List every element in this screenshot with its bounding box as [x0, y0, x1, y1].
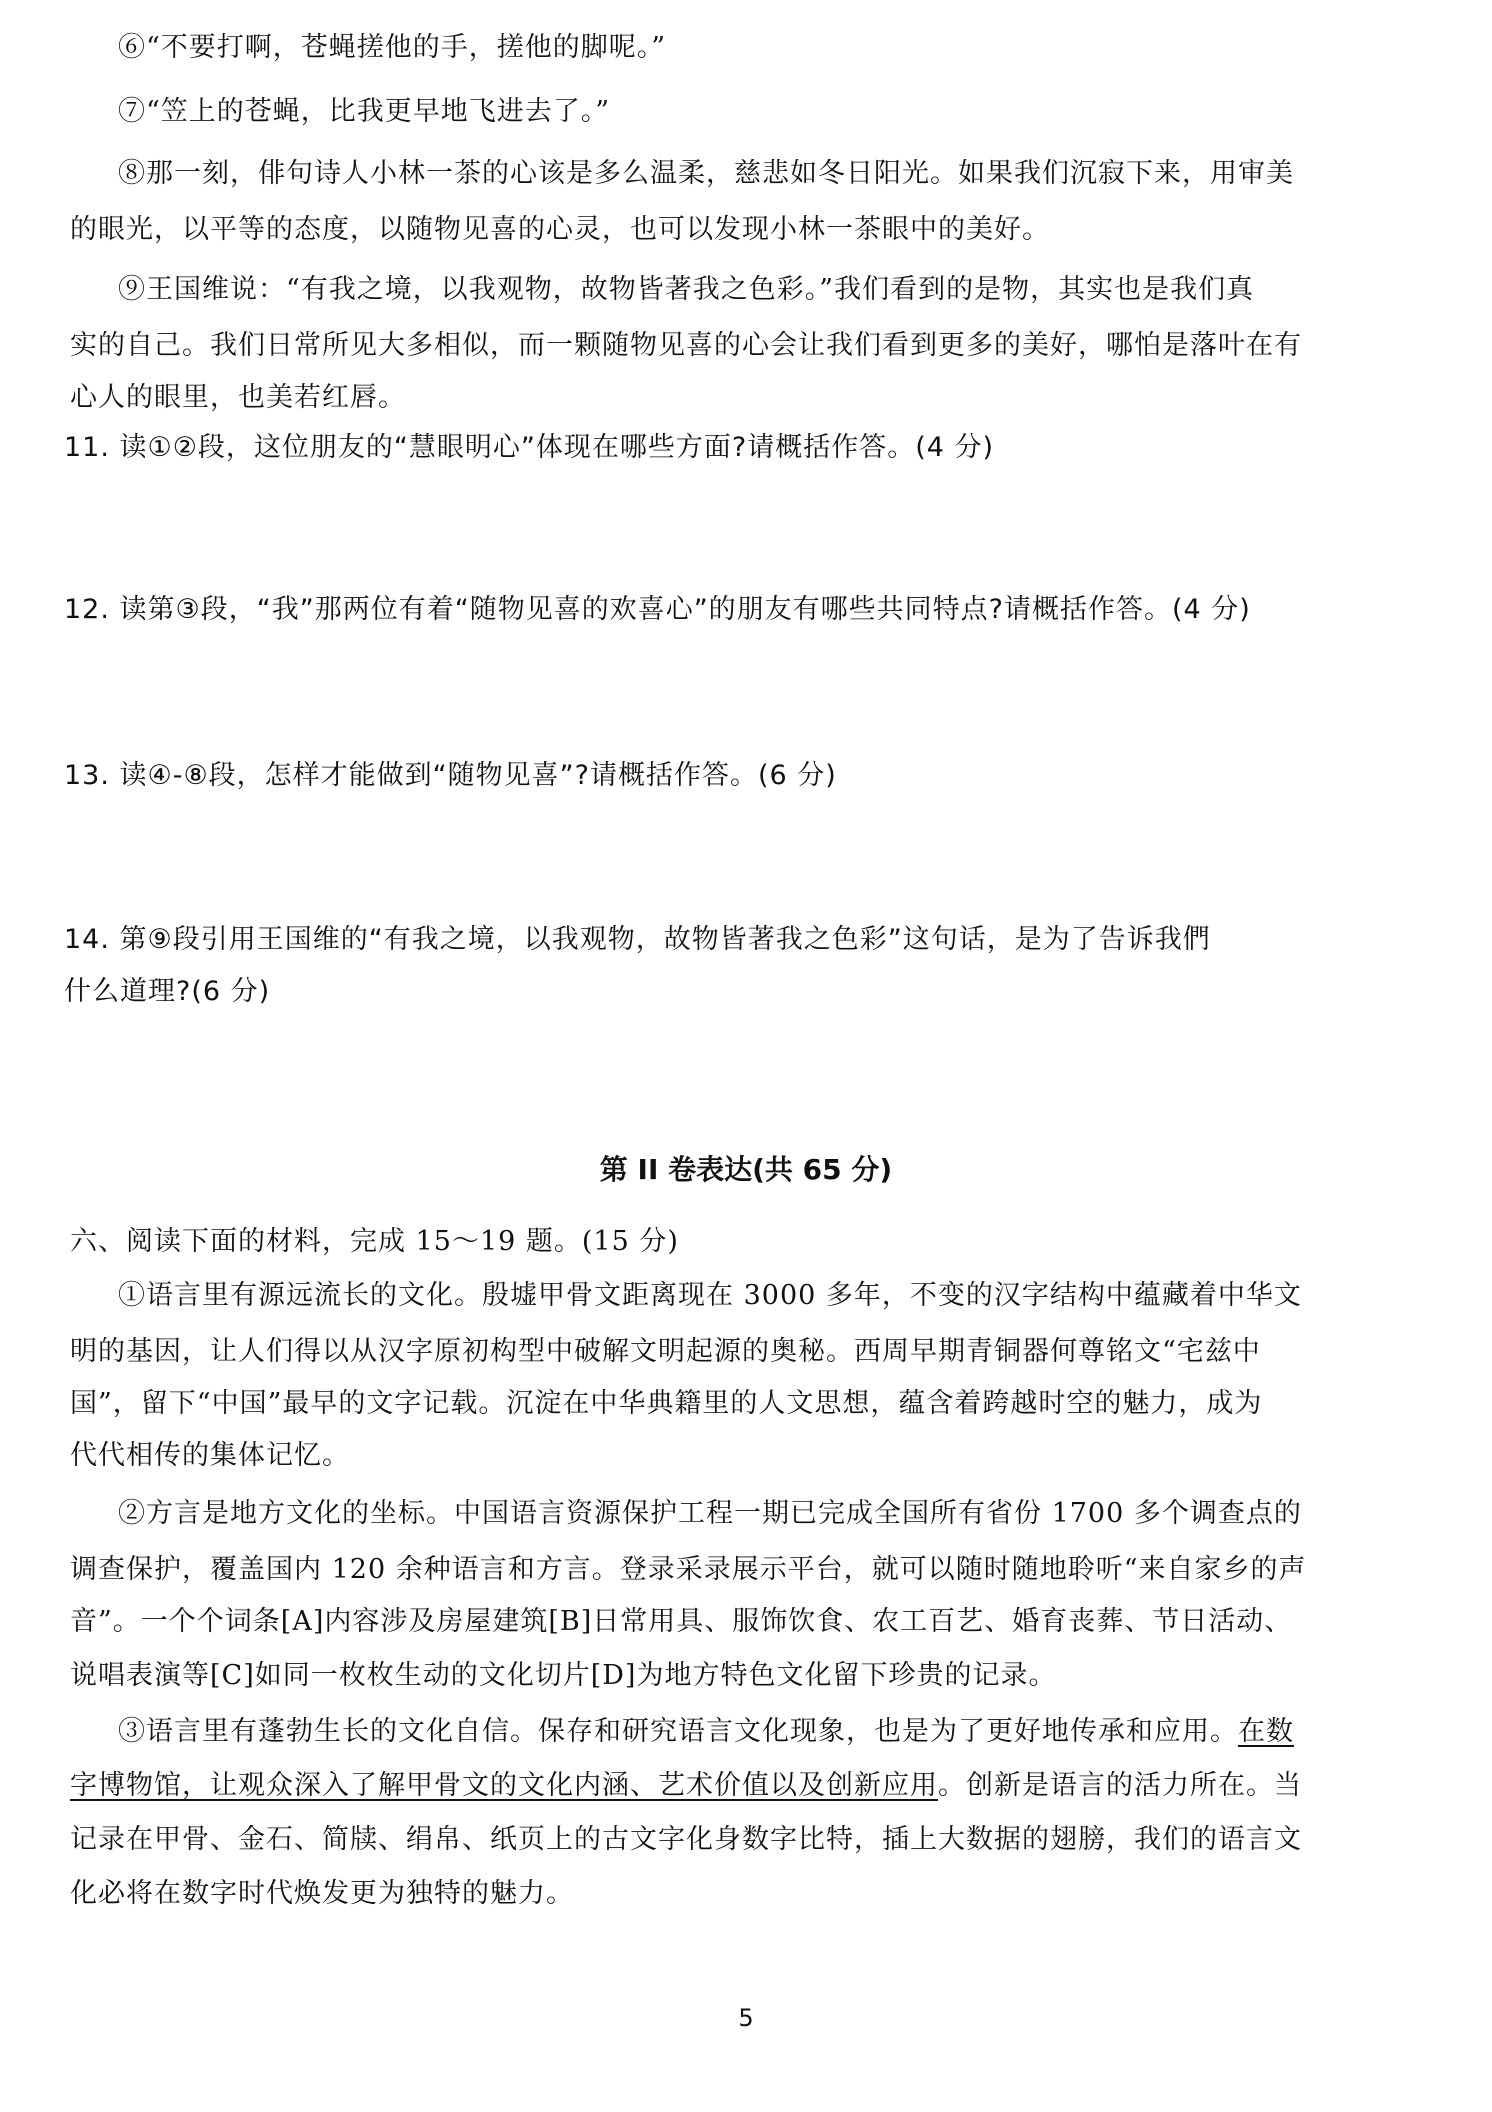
question-13: 13. 读④-⑧段，怎样才能做到“随物见喜”?请概括作答。(6 分)	[64, 760, 837, 791]
paragraph-6: ⑥“不要打啊，苍蝇搓他的手，搓他的脚呢。”	[118, 32, 667, 63]
material-3-text: ③语言里有蓬勃生长的文化自信。保存和研究语言文化现象，也是为了更好地传承和应用。	[118, 1716, 1238, 1747]
question-12: 12. 读第③段，“我”那两位有着“随物见喜的欢喜心”的朋友有哪些共同特点?请概括作答。(4 分)	[64, 594, 1251, 625]
material-3-line-2	[70, 1766, 1400, 1806]
question-11: 11. 读①②段，这位朋友的“慧眼明心”体现在哪些方面?请概括作答。(4 分)	[64, 432, 995, 463]
paragraph-9-line-1: ⑨王国维说：“有我之境，以我观物，故物皆著我之色彩。”我们看到的是物，其实也是我们真	[118, 274, 1255, 305]
material-3-line-3: 记录在甲骨、金石、简牍、绢帛、纸页上的古文字化身数字比特，插上大数据的翅膀，我们的语言文	[70, 1824, 1302, 1855]
section-title: 第 II 卷表达(共 65 分)	[599, 1153, 893, 1186]
material-2-line-1: ②方言是地方文化的坐标。中国语言资源保护工程一期已完成全国所有省份 1700 多个调查点的	[118, 1498, 1302, 1529]
material-1-line-4: 代代相传的集体记忆。	[70, 1440, 350, 1471]
material-1-line-2: 明的基因，让人们得以从汉字原初构型中破解文明起源的奥秘。西周早期青铜器何尊铭文“宅兹中	[70, 1336, 1261, 1367]
material-2-line-2: 调查保护，覆盖国内 120 余种语言和方言。登录采录展示平台，就可以随时随地聆听“来自家乡的声	[70, 1554, 1307, 1585]
paragraph-8-line-2: 的眼光，以平等的态度，以随物见喜的心灵，也可以发现小林一茶眼中的美好。	[70, 214, 1050, 245]
paragraph-7: ⑦“笠上的苍蝇，比我更早地飞进去了。”	[118, 96, 611, 127]
paragraph-9-line-3: 心人的眼里，也美若红唇。	[70, 382, 406, 413]
material-3-line-4: 化必将在数字时代焕发更为独特的魅力。	[70, 1878, 574, 1909]
material-2-line-3: 音”。一个个词条[A]内容涉及房屋建筑[B]日常用具、服饰饮食、农工百艺、婚育丧葬、节日活动、	[70, 1606, 1293, 1637]
page-number: 5	[738, 2004, 754, 2032]
part-6-instruction: 六、阅读下面的材料，完成 15～19 题。(15 分)	[70, 1226, 679, 1257]
material-3-line-1	[118, 1712, 1400, 1752]
material-3-text: 。创新是语言的活力所在。当	[938, 1770, 1302, 1801]
underlined-sentence-end: 字博物馆，让观众深入了解甲骨文的文化内涵、艺术价值以及创新应用	[70, 1770, 938, 1801]
material-1-line-1: ①语言里有源远流长的文化。殷墟甲骨文距离现在 3000 多年，不变的汉字结构中蕴藏着中华文	[118, 1280, 1302, 1311]
material-1-line-3: 国”，留下“中国”最早的文字记载。沉淀在中华典籍里的人文思想，蕴含着跨越时空的魅力，成为	[70, 1388, 1263, 1419]
paragraph-8-line-1: ⑧那一刻，俳句诗人小林一茶的心该是多么温柔，慈悲如冬日阳光。如果我们沉寂下来，用审美	[118, 158, 1294, 189]
material-2-line-4: 说唱表演等[C]如同一枚枚生动的文化切片[D]为地方特色文化留下珍贵的记录。	[70, 1660, 1057, 1691]
question-14-line-1: 14. 第⑨段引用王国维的“有我之境，以我观物，故物皆著我之色彩”这句话，是为了告诉我們	[64, 924, 1211, 955]
question-14-line-2: 什么道理?(6 分)	[64, 976, 271, 1007]
paragraph-9-line-2: 实的自己。我们日常所见大多相似，而一颗随物见喜的心会让我们看到更多的美好，哪怕是落叶在有	[70, 330, 1302, 361]
underlined-sentence-start: 在数	[1238, 1716, 1294, 1747]
